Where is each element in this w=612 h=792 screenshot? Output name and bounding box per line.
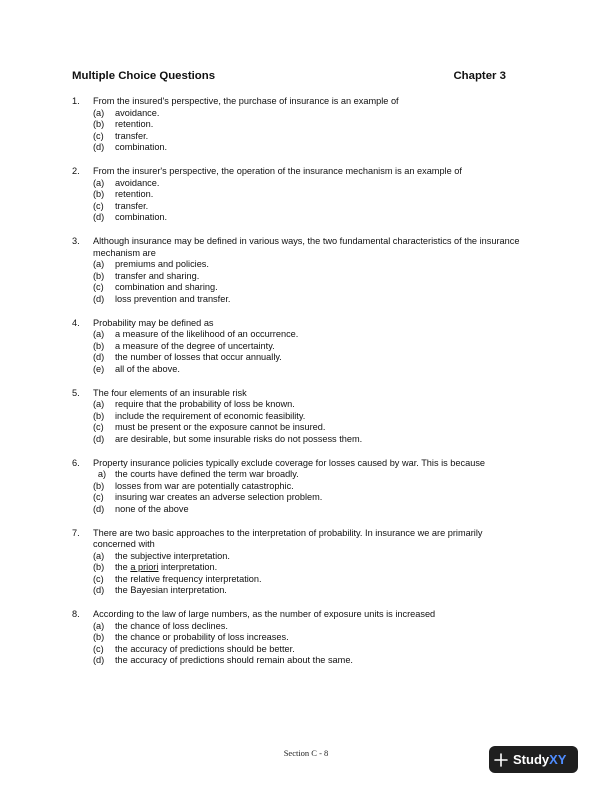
brand-name-main: Study bbox=[513, 752, 550, 767]
studyxy-logo[interactable] bbox=[489, 746, 578, 773]
option-text: loss prevention and transfer. bbox=[115, 293, 231, 304]
question-stem: From the insured's perspective, the purchase of insurance is an example of bbox=[93, 96, 399, 106]
option-text: losses from war are potentially catastrophic. bbox=[115, 480, 294, 491]
option-b bbox=[72, 271, 522, 283]
option-letter: (c) bbox=[93, 130, 104, 141]
question-stem: There are two basic approaches to the interpretation of probability. In insurance we are primarily concerned with bbox=[93, 527, 483, 549]
option-letter: (d) bbox=[93, 503, 105, 514]
option-d bbox=[72, 504, 522, 516]
option-b bbox=[72, 411, 522, 423]
question-6 bbox=[72, 458, 522, 516]
option-letter: (b) bbox=[93, 632, 105, 642]
question-list bbox=[72, 96, 522, 679]
question-7 bbox=[72, 528, 522, 597]
option-c bbox=[72, 201, 522, 213]
option-letter: (b) bbox=[93, 270, 105, 281]
option-b bbox=[72, 189, 522, 201]
brand-name bbox=[513, 752, 566, 767]
plus-icon bbox=[489, 753, 513, 767]
option-a bbox=[72, 108, 522, 120]
option-letter: (d) bbox=[93, 433, 105, 444]
option-c bbox=[72, 644, 522, 656]
option-d bbox=[72, 212, 522, 224]
option-text: combination and sharing. bbox=[115, 282, 218, 292]
option-d bbox=[72, 434, 522, 446]
question-number: 3. bbox=[72, 236, 80, 246]
option-letter: (b) bbox=[93, 562, 105, 572]
option-b bbox=[72, 341, 522, 353]
option-text: transfer. bbox=[115, 130, 149, 141]
option-letter: (a) bbox=[93, 399, 105, 409]
option-text: avoidance. bbox=[115, 177, 160, 188]
option-letter: (a) bbox=[93, 329, 105, 339]
option-b bbox=[72, 562, 522, 574]
option-letter: (b) bbox=[93, 340, 105, 351]
option-letter: (b) bbox=[93, 410, 105, 421]
chapter-label: Chapter 3 bbox=[453, 70, 506, 82]
option-text: the courts have defined the term war broadly. bbox=[115, 469, 299, 479]
option-e bbox=[72, 364, 522, 376]
option-letter: (d) bbox=[93, 585, 105, 595]
question-number: 6. bbox=[72, 457, 80, 468]
option-text: the subjective interpretation. bbox=[115, 550, 230, 561]
option-letter: (c) bbox=[93, 573, 104, 584]
page-header bbox=[72, 70, 506, 86]
option-a bbox=[72, 329, 522, 341]
option-a bbox=[72, 399, 522, 411]
option-d bbox=[72, 352, 522, 364]
question-number: 4. bbox=[72, 317, 80, 328]
option-a bbox=[72, 621, 522, 633]
page-title: Multiple Choice Questions bbox=[72, 70, 216, 82]
option-letter: (c) bbox=[93, 643, 104, 654]
option-c bbox=[72, 422, 522, 434]
option-letter: (c) bbox=[93, 200, 104, 211]
option-text: the Bayesian interpretation. bbox=[115, 585, 227, 595]
option-a bbox=[72, 259, 522, 271]
a-priori-term: a priori bbox=[130, 562, 159, 572]
question-stem: The four elements of an insurable risk bbox=[93, 387, 247, 398]
question-8 bbox=[72, 609, 522, 667]
option-c bbox=[72, 492, 522, 504]
option-letter: (d) bbox=[93, 352, 105, 362]
option-letter: (c) bbox=[93, 422, 104, 432]
option-letter: (c) bbox=[93, 282, 104, 292]
option-text: transfer. bbox=[115, 200, 149, 211]
option-c bbox=[72, 574, 522, 586]
option-letter: (d) bbox=[93, 655, 105, 665]
option-text: include the requirement of economic feasibility. bbox=[115, 410, 306, 421]
option-letter: (b) bbox=[93, 189, 105, 199]
option-text: retention. bbox=[115, 189, 154, 199]
option-a bbox=[72, 178, 522, 190]
option-text: the accuracy of predictions should remain about the same. bbox=[115, 655, 353, 665]
option-c bbox=[72, 282, 522, 294]
question-stem: Probability may be defined as bbox=[93, 317, 214, 328]
option-a bbox=[72, 469, 522, 481]
question-stem: According to the law of large numbers, as the number of exposure units is increased bbox=[93, 609, 436, 619]
option-text: transfer and sharing. bbox=[115, 270, 200, 281]
question-4 bbox=[72, 318, 522, 376]
question-stem: Property insurance policies typically exclude coverage for losses caused by war. This is because bbox=[93, 457, 486, 468]
option-letter: a) bbox=[97, 469, 106, 479]
option-letter: (e) bbox=[93, 363, 105, 374]
question-5 bbox=[72, 388, 522, 446]
option-text: all of the above. bbox=[115, 363, 180, 374]
option-text: the chance or probability of loss increases. bbox=[115, 632, 289, 642]
option-b bbox=[72, 481, 522, 493]
question-1 bbox=[72, 96, 522, 154]
option-text: insuring war creates an adverse selection problem. bbox=[115, 492, 323, 502]
option-b bbox=[72, 119, 522, 131]
option-letter: (c) bbox=[93, 492, 104, 502]
option-letter: (a) bbox=[93, 259, 105, 269]
option-text bbox=[115, 562, 522, 574]
option-c bbox=[72, 131, 522, 143]
option-text: combination. bbox=[115, 212, 168, 222]
option-letter: (a) bbox=[93, 177, 105, 188]
option-text: avoidance. bbox=[115, 107, 160, 118]
option-text: the number of losses that occur annually. bbox=[115, 352, 282, 362]
option-text: premiums and policies. bbox=[115, 259, 209, 269]
option-a bbox=[72, 551, 522, 563]
option-text: require that the probability of loss be known. bbox=[115, 399, 295, 409]
option-letter: (d) bbox=[93, 142, 105, 152]
question-stem: Although insurance may be defined in various ways, the two fundamental characteristics of the insurance mechanism are bbox=[93, 236, 520, 258]
page-footer: Section C - 8 bbox=[283, 748, 329, 758]
option-letter: (a) bbox=[93, 550, 105, 561]
question-number: 2. bbox=[72, 166, 80, 176]
option-text: combination. bbox=[115, 142, 168, 152]
question-2 bbox=[72, 166, 522, 224]
option-text: none of the above bbox=[115, 503, 189, 514]
option-letter: (a) bbox=[93, 620, 105, 631]
option-letter: (d) bbox=[93, 212, 105, 222]
option-text: the accuracy of predictions should be better. bbox=[115, 643, 295, 654]
option-text: a measure of the degree of uncertainty. bbox=[115, 340, 275, 351]
question-number: 5. bbox=[72, 387, 80, 398]
option-letter: (b) bbox=[93, 480, 105, 491]
option-b bbox=[72, 632, 522, 644]
option-text: retention. bbox=[115, 119, 154, 129]
question-3 bbox=[72, 236, 522, 305]
option-text: a measure of the likelihood of an occurrence. bbox=[115, 329, 299, 339]
question-number: 1. bbox=[72, 96, 80, 106]
option-text: must be present or the exposure cannot be insured. bbox=[115, 422, 326, 432]
option-letter: (a) bbox=[93, 107, 105, 118]
option-text: the chance of loss declines. bbox=[115, 620, 228, 631]
question-number: 8. bbox=[72, 609, 80, 619]
question-stem: From the insurer's perspective, the operation of the insurance mechanism is an example of bbox=[93, 166, 462, 176]
option-d bbox=[72, 655, 522, 667]
option-text-post: interpretation. bbox=[158, 562, 218, 572]
question-number: 7. bbox=[72, 527, 80, 538]
option-letter: (b) bbox=[93, 119, 105, 129]
option-d bbox=[72, 142, 522, 154]
option-text: are desirable, but some insurable risks do not possess them. bbox=[115, 433, 363, 444]
option-letter: (d) bbox=[93, 293, 105, 304]
option-text: the relative frequency interpretation. bbox=[115, 573, 262, 584]
option-d bbox=[72, 294, 522, 306]
option-text-pre: the bbox=[115, 562, 131, 572]
option-d bbox=[72, 585, 522, 597]
brand-name-accent: XY bbox=[549, 752, 567, 767]
